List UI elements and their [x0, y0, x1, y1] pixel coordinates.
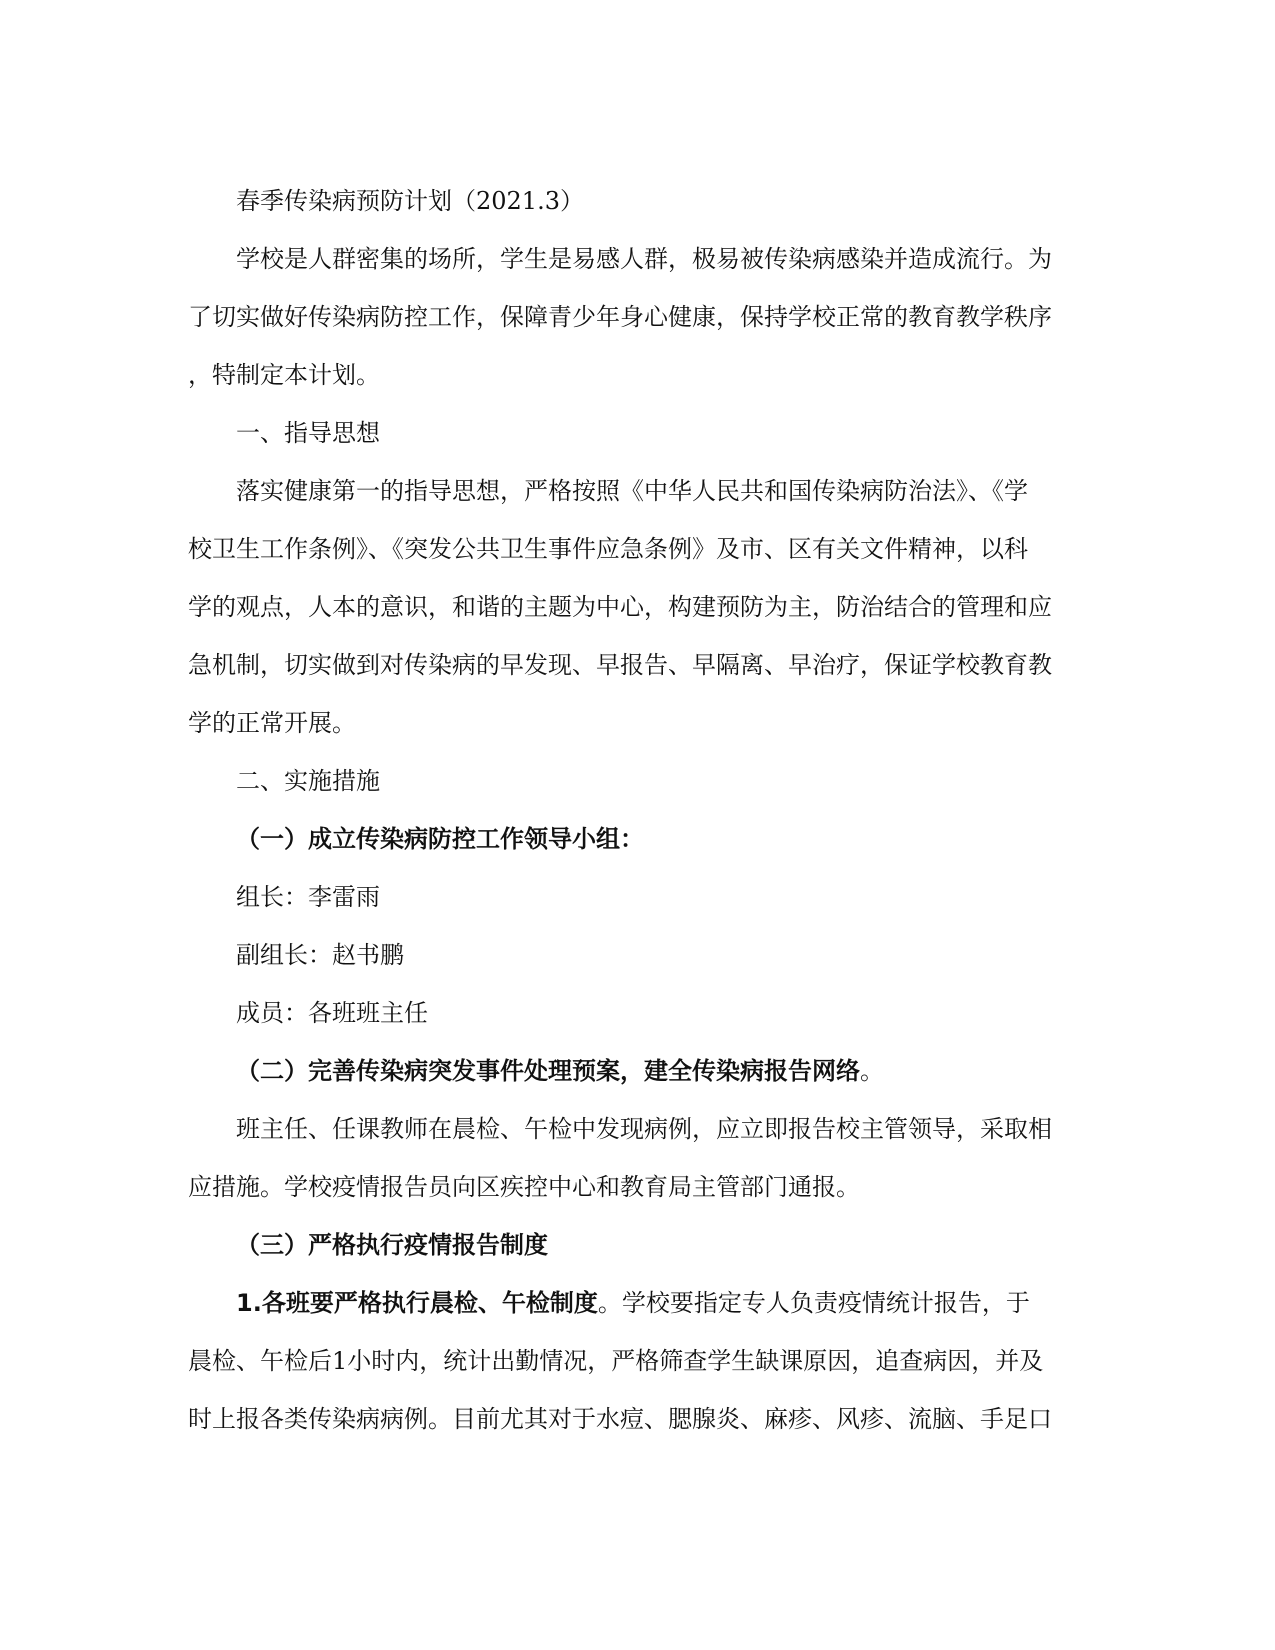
item1-line-3: 时上报各类传染病病例。目前尤其对于水痘、腮腺炎、麻疹、风疹、流脑、手足口 [188, 1405, 1052, 1433]
members-line: 成员：各班班主任 [236, 999, 428, 1027]
section1-line-2: 校卫生工作条例》、《突发公共卫生事件应急条例》及市、区有关文件精神，以科 [188, 535, 1028, 563]
item1-line-1 [188, 1274, 1088, 1332]
document-title: 春季传染病预防计划（2021.3） [236, 187, 584, 215]
section1-line-1: 落实健康第一的指导思想，严格按照《中华人民共和国传染病防治法》、《学 [236, 477, 1028, 505]
section2-heading: 二、实施措施 [236, 767, 380, 795]
intro-line-3: ，特制定本计划。 [188, 361, 380, 389]
subsection2-line-2: 应措施。学校疫情报告员向区疾控中心和教育局主管部门通报。 [188, 1173, 860, 1201]
subsection1-heading: （一）成立传染病防控工作领导小组： [236, 825, 644, 853]
intro-line-2: 了切实做好传染病防控工作，保障青少年身心健康，保持学校正常的教育教学秩序 [188, 303, 1052, 331]
item1-line-2: 晨检、午检后1小时内，统计出勤情况，严格筛查学生缺课原因，追查病因，并及 [188, 1347, 1044, 1375]
section1-heading: 一、指导思想 [236, 419, 380, 447]
section1-line-4: 急机制，切实做到对传染病的早发现、早报告、早隔离、早治疗，保证学校教育教 [188, 651, 1052, 679]
subsection2-heading-tail: 。 [860, 1057, 884, 1085]
deputy-leader-line: 副组长：赵书鹏 [236, 941, 404, 969]
item1-bold-lead: 1.各班要严格执行晨检、午检制度 [236, 1289, 598, 1317]
subsection2-heading [188, 1042, 1088, 1100]
section1-line-5: 学的正常开展。 [188, 709, 356, 737]
subsection2-line-1: 班主任、任课教师在晨检、午检中发现病例，应立即报告校主管领导，采取相 [236, 1115, 1052, 1143]
document-body [188, 172, 1088, 1448]
intro-line-1: 学校是人群密集的场所，学生是易感人群，极易被传染病感染并造成流行。为 [236, 245, 1052, 273]
item1-first-rest: 。学校要指定专人负责疫情统计报告，于 [597, 1289, 1030, 1317]
leader-line: 组长：李雷雨 [236, 883, 380, 911]
section1-line-3: 学的观点，人本的意识，和谐的主题为中心，构建预防为主，防治结合的管理和应 [188, 593, 1052, 621]
subsection3-heading: （三）严格执行疫情报告制度 [236, 1231, 548, 1259]
subsection2-heading-bold: （二）完善传染病突发事件处理预案，建全传染病报告网络 [236, 1057, 860, 1085]
